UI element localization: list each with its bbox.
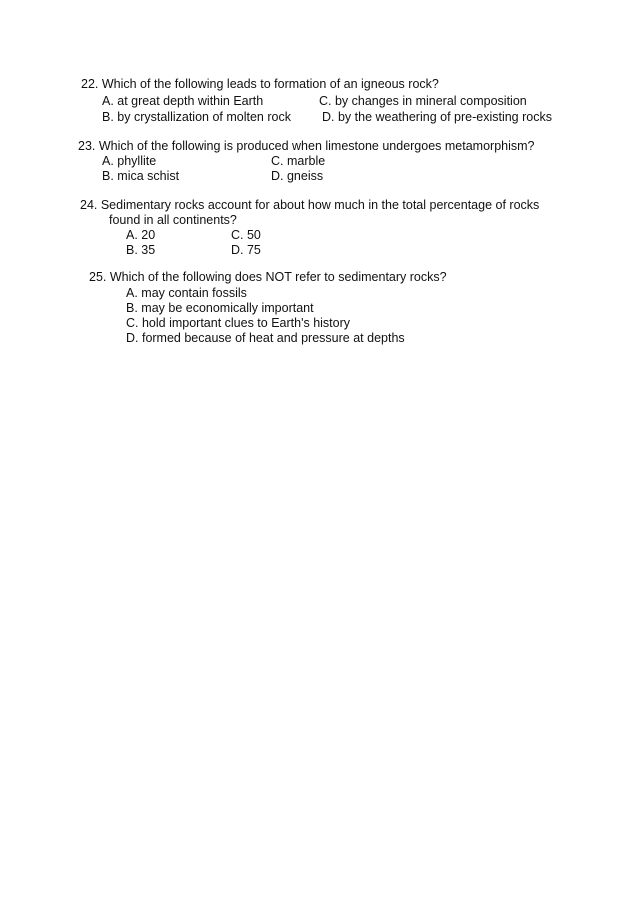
question-25-option-d: D. formed because of heat and pressure at depths	[126, 331, 405, 345]
question-25-option-a: A. may contain fossils	[126, 286, 247, 300]
question-24-option-c: C. 50	[231, 228, 261, 242]
question-22-option-b: B. by crystallization of molten rock	[102, 110, 291, 124]
question-24-option-d: D. 75	[231, 243, 261, 257]
question-23-option-b: B. mica schist	[102, 169, 180, 183]
question-22-option-a: A. at great depth within Earth	[102, 94, 264, 108]
question-23-option-d: D. gneiss	[271, 169, 324, 183]
question-24-stem: 24. Sedimentary rocks account for about how much in the total percentage of rocks	[80, 198, 540, 212]
question-24-option-b: B. 35	[126, 243, 156, 257]
question-23-option-c: C. marble	[271, 154, 326, 168]
question-22-option-c: C. by changes in mineral composition	[319, 94, 527, 108]
question-22-option-d: D. by the weathering of pre-existing rocks	[322, 110, 552, 124]
question-24-stem-continued: found in all continents?	[109, 213, 237, 227]
question-24-option-a: A. 20	[126, 228, 156, 242]
question-25-option-b: B. may be economically important	[126, 301, 314, 315]
question-23-stem: 23. Which of the following is produced when limestone undergoes metamorphism?	[78, 139, 535, 153]
question-23-option-a: A. phyllite	[102, 154, 157, 168]
question-25-option-c: C. hold important clues to Earth's history	[126, 316, 351, 330]
question-22-stem: 22. Which of the following leads to formation of an igneous rock?	[81, 77, 439, 91]
question-25-stem: 25. Which of the following does NOT refer to sedimentary rocks?	[89, 270, 447, 284]
